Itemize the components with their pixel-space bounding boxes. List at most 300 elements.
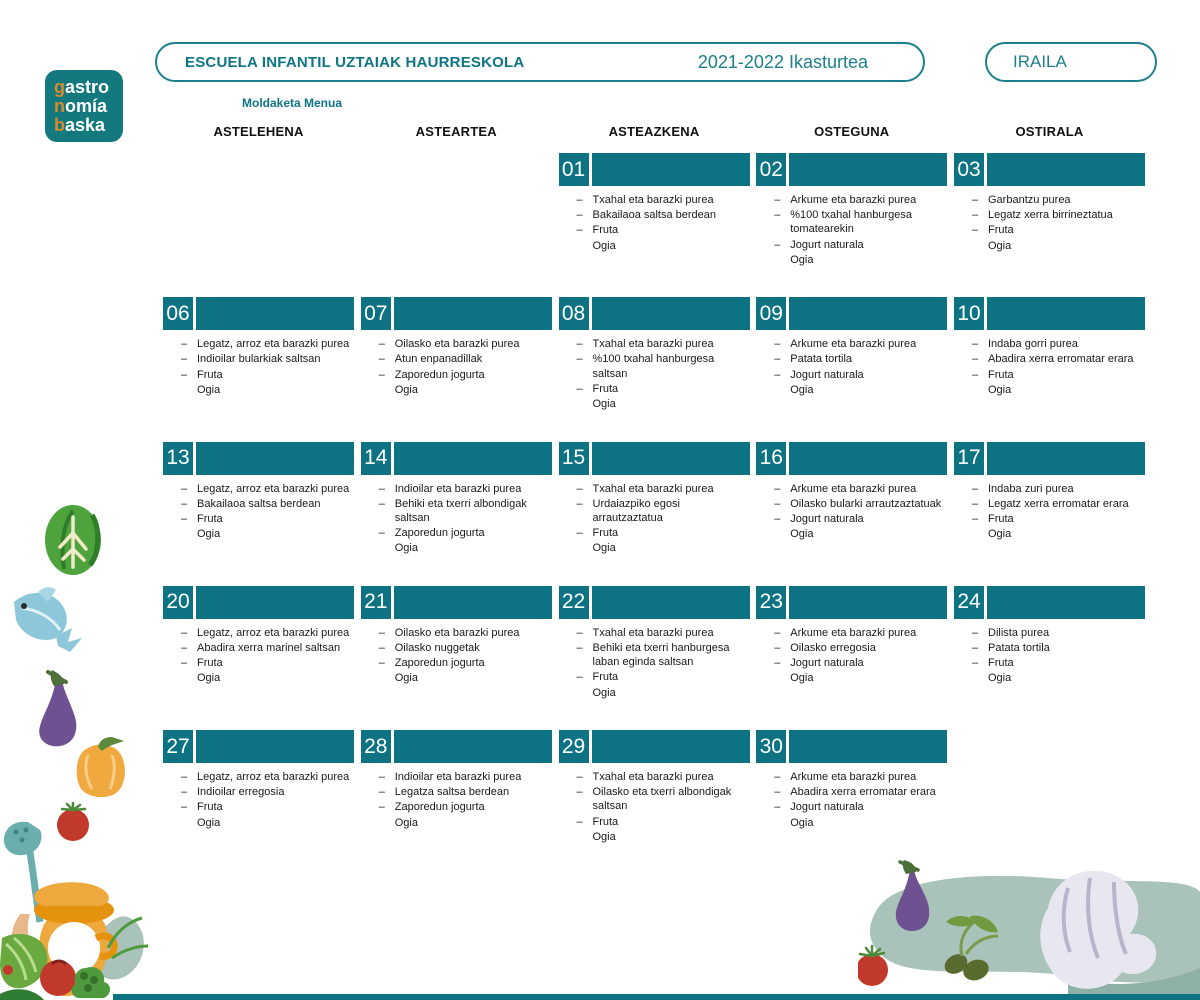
menu-item	[379, 770, 552, 784]
menu-item	[379, 383, 552, 397]
menu-list	[756, 626, 947, 686]
menu-item	[972, 626, 1145, 640]
day-cell-23	[756, 586, 947, 687]
bullet-dash: –	[972, 626, 979, 639]
bullet-dash: –	[774, 786, 781, 799]
bullet-spacer	[774, 527, 790, 541]
menu-item-text: Garbantzu purea	[988, 194, 1071, 206]
bullet-dash: –	[181, 641, 188, 654]
day-header-fill	[592, 730, 750, 763]
bullet-spacer	[577, 830, 593, 844]
menu-item-text: Arkume eta barazki purea	[790, 194, 917, 206]
menu-item	[774, 482, 947, 496]
bullet-dash: –	[774, 771, 781, 783]
day-header-bar	[954, 153, 1145, 186]
menu-item	[379, 626, 552, 640]
bullet-dash: –	[576, 194, 583, 206]
menu-item	[379, 800, 552, 814]
menu-list	[163, 770, 354, 830]
menu-list	[756, 193, 947, 267]
menu-item-text: Legatza saltsa berdean	[394, 786, 510, 799]
vegetables-cluster-illustration	[858, 848, 1200, 1000]
day-number: 07	[361, 297, 391, 330]
day-header-fill	[789, 730, 947, 763]
day-number: 08	[559, 297, 589, 330]
menu-item	[379, 541, 552, 555]
day-cell-16	[756, 442, 947, 543]
menu-item	[379, 816, 552, 830]
menu-item	[774, 497, 947, 511]
day-cell-08	[559, 297, 750, 412]
logo-line-1: gastro	[54, 76, 110, 97]
menu-item-text: Ogia	[197, 672, 221, 685]
bullet-dash: –	[576, 482, 583, 495]
bullet-dash: –	[378, 786, 385, 799]
bullet-dash: –	[378, 368, 385, 381]
menu-item	[181, 626, 354, 640]
menu-item	[774, 193, 947, 207]
day-header-bar	[163, 297, 354, 330]
bullet-dash: –	[378, 801, 385, 814]
weekday-label-asteartea: ASTEARTEA	[415, 124, 497, 139]
menu-item-text: Ogia	[790, 383, 814, 396]
menu-item-text: Zaporedun jogurta	[394, 527, 485, 540]
menu-item	[774, 337, 947, 351]
menu-item	[774, 253, 947, 267]
menu-item-text: Legatz, arroz eta barazki purea	[197, 771, 350, 783]
day-header-fill	[789, 586, 947, 619]
menu-item-text: Jogurt naturala	[790, 657, 864, 670]
bullet-spacer	[379, 816, 395, 830]
menu-item	[379, 785, 552, 799]
menu-item-text: Legatz, arroz eta barazki purea	[197, 482, 350, 495]
bullet-dash: –	[576, 382, 583, 395]
bullet-spacer	[972, 527, 988, 541]
bullet-dash: –	[181, 657, 188, 670]
day-header-bar	[361, 586, 552, 619]
day-header-fill	[394, 730, 552, 763]
menu-list	[361, 337, 552, 397]
menu-item-text: Patata tortila	[790, 353, 853, 366]
bullet-dash: –	[181, 786, 188, 799]
day-header-bar	[361, 730, 552, 763]
bullet-dash: –	[972, 353, 979, 366]
footer-accent-bar	[113, 994, 1200, 1000]
menu-item-text: Fruta	[592, 224, 619, 237]
menu-subtitle: Moldaketa Menua	[242, 96, 343, 110]
menu-item	[577, 193, 750, 207]
menu-item-text: Ogia	[197, 816, 221, 829]
eggplant-illustration	[26, 668, 96, 750]
day-number: 15	[559, 442, 589, 475]
bullet-dash: –	[576, 209, 583, 222]
menu-item-text: Ogia	[988, 383, 1012, 396]
day-header-fill	[592, 153, 750, 186]
bullet-dash: –	[576, 353, 583, 366]
menu-item	[774, 656, 947, 670]
bullet-dash: –	[181, 497, 188, 510]
menu-item-text: Indioilar eta barazki purea	[394, 482, 522, 495]
menu-item-text: Fruta	[988, 224, 1014, 237]
menu-item	[774, 238, 947, 252]
day-header-bar	[954, 297, 1145, 330]
day-cell-10	[954, 297, 1145, 398]
day-header-bar	[756, 297, 947, 330]
day-header-fill	[592, 442, 750, 475]
menu-item	[774, 527, 947, 541]
day-header-bar	[954, 442, 1145, 475]
day-cell-27	[163, 730, 354, 831]
day-cell-02	[756, 153, 947, 268]
bullet-dash: –	[576, 786, 583, 799]
day-cell-22	[559, 586, 750, 701]
menu-item	[577, 208, 750, 222]
bullet-dash: –	[378, 657, 385, 670]
menu-item-text: Zaporedun jogurta	[394, 801, 485, 814]
day-header-fill	[196, 586, 354, 619]
title-banner	[155, 42, 925, 82]
menu-list	[954, 337, 1145, 397]
day-cell-24	[954, 586, 1145, 687]
menu-item	[577, 815, 750, 829]
menu-item-text: Arkume eta barazki purea	[790, 626, 917, 639]
bullet-dash: –	[378, 641, 385, 654]
menu-item	[972, 527, 1145, 541]
menu-item-text: Fruta	[197, 368, 223, 381]
menu-item-text: Ogia	[592, 830, 616, 843]
bullet-dash: –	[378, 527, 385, 540]
bullet-spacer	[972, 671, 988, 685]
menu-item	[774, 626, 947, 640]
day-header-fill	[987, 297, 1145, 330]
day-number: 03	[954, 153, 984, 186]
menu-item	[972, 671, 1145, 685]
menu-item	[972, 512, 1145, 526]
menu-item-text: Jogurt naturala	[790, 801, 864, 814]
menu-item-text: Txahal eta barazki purea	[592, 626, 714, 639]
menu-item-text: Oilasko eta txerri albondigak saltsan	[592, 786, 732, 813]
day-cell-03	[954, 153, 1145, 254]
menu-item	[972, 368, 1145, 382]
bullet-dash: –	[972, 657, 979, 670]
menu-item	[577, 770, 750, 784]
menu-item	[774, 512, 947, 526]
bullet-dash: –	[972, 482, 979, 495]
day-number: 24	[954, 586, 984, 619]
menu-item-text: Txahal eta barazki purea	[592, 338, 714, 351]
bullet-dash: –	[774, 338, 781, 351]
menu-item	[577, 541, 750, 555]
menu-item	[972, 223, 1145, 237]
menu-list	[559, 482, 750, 556]
menu-item	[774, 383, 947, 397]
day-number: 13	[163, 442, 193, 475]
menu-item	[181, 800, 354, 814]
day-header-bar	[559, 153, 750, 186]
menu-item	[774, 368, 947, 382]
bullet-dash: –	[972, 194, 979, 206]
menu-item	[577, 641, 750, 669]
menu-item	[181, 656, 354, 670]
day-header-bar	[954, 586, 1145, 619]
menu-item-text: Indaba zuri purea	[988, 482, 1074, 495]
menu-item-text: Legatz, arroz eta barazki purea	[197, 626, 350, 639]
menu-list	[756, 770, 947, 830]
menu-item	[379, 671, 552, 685]
bullet-dash: –	[378, 353, 385, 366]
bullet-dash: –	[972, 512, 979, 525]
day-number: 28	[361, 730, 391, 763]
menu-item-text: Arkume eta barazki purea	[790, 338, 917, 351]
menu-item	[774, 816, 947, 830]
menu-item	[972, 497, 1145, 511]
day-number: 22	[559, 586, 589, 619]
menu-item	[577, 497, 750, 525]
menu-item	[181, 785, 354, 799]
day-number: 30	[756, 730, 786, 763]
menu-item	[774, 671, 947, 685]
menu-item-text: Legatz, arroz eta barazki purea	[197, 338, 350, 351]
bullet-dash: –	[576, 527, 583, 540]
menu-item	[181, 383, 354, 397]
menu-item	[181, 512, 354, 526]
menu-item	[774, 208, 947, 236]
menu-item-text: Fruta	[988, 657, 1014, 670]
bullet-dash: –	[972, 641, 979, 654]
bullet-spacer	[181, 383, 197, 397]
menu-item	[181, 368, 354, 382]
bullet-spacer	[972, 239, 988, 253]
day-cell-09	[756, 297, 947, 398]
menu-item	[181, 641, 354, 655]
menu-item-text: Jogurt naturala	[790, 512, 864, 525]
day-cell-15	[559, 442, 750, 557]
menu-item-text: Jogurt naturala	[790, 368, 864, 381]
menu-item	[379, 497, 552, 525]
bullet-dash: –	[774, 368, 781, 381]
menu-item	[577, 397, 750, 411]
menu-item	[181, 671, 354, 685]
menu-item-text: Indioilar erregosia	[197, 786, 285, 799]
menu-item	[181, 352, 354, 366]
bullet-spacer	[181, 671, 197, 685]
day-header-fill	[394, 297, 552, 330]
menu-item-text: Patata tortila	[988, 641, 1050, 654]
day-number: 02	[756, 153, 786, 186]
menu-item	[379, 337, 552, 351]
menu-item-text: Fruta	[592, 815, 619, 828]
day-cell-14	[361, 442, 552, 557]
bullet-dash: –	[576, 497, 583, 510]
menu-item-text: Ogia	[197, 528, 221, 541]
menu-item-text: Arkume eta barazki purea	[790, 482, 917, 495]
weekday-label-asteazkena: ASTEAZKENA	[608, 124, 700, 139]
day-header-fill	[592, 586, 750, 619]
bullet-dash: –	[576, 671, 583, 684]
bullet-spacer	[577, 686, 593, 700]
menu-item-text: Abadira xerra erromatar erara	[790, 786, 936, 799]
day-header-bar	[163, 730, 354, 763]
menu-item-text: %100 txahal hanburgesa saltsan	[592, 353, 715, 380]
bullet-spacer	[181, 816, 197, 830]
menu-item-text: Behiki eta txerri albondigak saltsan	[394, 497, 527, 524]
gastronomia-baska-logo	[45, 70, 123, 142]
menu-item-text: Ogia	[197, 383, 221, 396]
bullet-spacer	[972, 383, 988, 397]
menu-item-text: Ogia	[790, 253, 814, 266]
day-header-bar	[163, 586, 354, 619]
weekday-label-ostirala: OSTIRALA	[1015, 124, 1084, 139]
bullet-spacer	[577, 239, 593, 253]
menu-item	[577, 352, 750, 380]
menu-item-text: Arkume eta barazki purea	[790, 771, 917, 783]
bullet-dash: –	[576, 626, 583, 639]
day-header-bar	[559, 442, 750, 475]
day-header-fill	[394, 442, 552, 475]
menu-item-text: Jogurt naturala	[790, 238, 864, 251]
menu-list	[163, 482, 354, 542]
menu-item-text: Oilasko erregosia	[790, 641, 876, 654]
menu-item	[379, 641, 552, 655]
menu-item	[774, 770, 947, 784]
day-number: 14	[361, 442, 391, 475]
bullet-dash: –	[181, 353, 188, 366]
menu-item-text: Behiki eta txerri hanburgesa laban eginda saltsan	[592, 641, 730, 669]
day-number: 21	[361, 586, 391, 619]
school-year: 2021-2022 Ikasturtea	[697, 51, 868, 72]
menu-item-text: Ogia	[592, 398, 616, 411]
menu-item-text: Indioilar bularkiak saltsan	[197, 353, 321, 366]
menu-item-text: Atun enpanadillak	[394, 353, 483, 366]
menu-item	[577, 382, 750, 396]
menu-item-text: Fruta	[197, 657, 223, 670]
menu-item-text: Ogia	[988, 239, 1012, 252]
menu-list	[163, 337, 354, 397]
menu-item-text: Ogia	[592, 686, 616, 699]
menu-item	[972, 208, 1145, 222]
bullet-dash: –	[774, 482, 781, 495]
day-header-fill	[789, 297, 947, 330]
menu-item-text: Fruta	[988, 368, 1014, 381]
bullet-dash: –	[774, 238, 781, 251]
menu-item	[577, 670, 750, 684]
menu-item-text: %100 txahal hanburgesa tomatearekin	[790, 209, 912, 236]
bullet-dash: –	[774, 657, 781, 670]
bullet-dash: –	[972, 338, 979, 351]
day-header-fill	[196, 297, 354, 330]
bullet-spacer	[181, 527, 197, 541]
day-cell-17	[954, 442, 1145, 543]
menu-item	[577, 223, 750, 237]
menu-list	[954, 482, 1145, 542]
day-cell-21	[361, 586, 552, 687]
menu-item	[577, 626, 750, 640]
menu-item	[972, 656, 1145, 670]
tomato-illustration	[52, 802, 94, 842]
menu-item-text: Fruta	[197, 801, 223, 814]
menu-item	[379, 526, 552, 540]
menu-list	[559, 193, 750, 253]
bullet-spacer	[379, 671, 395, 685]
bullet-dash: –	[972, 497, 979, 510]
day-cell-28	[361, 730, 552, 831]
day-header-bar	[756, 586, 947, 619]
bullet-dash: –	[378, 338, 385, 351]
menu-item-text: Ogia	[592, 542, 616, 555]
menu-item	[972, 337, 1145, 351]
menu-item-text: Legatz xerra birrineztatua	[988, 209, 1113, 222]
bullet-dash: –	[576, 771, 583, 783]
menu-item-text: Ogia	[790, 528, 814, 541]
menu-item	[972, 641, 1145, 655]
day-header-bar	[559, 586, 750, 619]
bullet-dash: –	[576, 641, 583, 654]
menu-item	[181, 337, 354, 351]
logo-line-3: baska	[54, 114, 106, 135]
menu-item-text: Oilasko nuggetak	[394, 641, 480, 654]
menu-item-text: Ogia	[394, 672, 418, 685]
menu-item-text: Indioilar eta barazki purea	[394, 771, 522, 783]
bullet-spacer	[577, 397, 593, 411]
day-cell-06	[163, 297, 354, 398]
day-number: 16	[756, 442, 786, 475]
bullet-dash: –	[181, 801, 188, 814]
menu-item-text: Fruta	[592, 382, 619, 395]
day-number: 20	[163, 586, 193, 619]
menu-item	[774, 785, 947, 799]
bullet-spacer	[774, 383, 790, 397]
menu-list	[163, 626, 354, 686]
bullet-dash: –	[774, 641, 781, 654]
menu-item	[972, 482, 1145, 496]
menu-item-text: Ogia	[394, 383, 418, 396]
day-number: 06	[163, 297, 193, 330]
menu-item-text: Txahal eta barazki purea	[592, 482, 714, 495]
day-header-fill	[196, 730, 354, 763]
pepper-illustration	[72, 735, 128, 803]
bullet-dash: –	[972, 224, 979, 237]
menu-item	[577, 830, 750, 844]
menu-item-text: Ogia	[988, 528, 1012, 541]
bullet-dash: –	[972, 209, 979, 222]
day-cell-30	[756, 730, 947, 831]
day-header-fill	[394, 586, 552, 619]
cabbage-illustration	[44, 503, 102, 577]
day-header-bar	[559, 297, 750, 330]
menu-item	[774, 800, 947, 814]
menu-item-text: Fruta	[988, 512, 1014, 525]
day-cell-01	[559, 153, 750, 254]
menu-item	[379, 368, 552, 382]
menu-item-text: Legatz xerra erromatar erara	[988, 497, 1129, 510]
bullet-spacer	[577, 541, 593, 555]
day-header-fill	[789, 153, 947, 186]
bullet-dash: –	[972, 368, 979, 381]
day-header-fill	[987, 586, 1145, 619]
day-cell-20	[163, 586, 354, 687]
bullet-dash: –	[181, 482, 188, 495]
menu-item	[379, 656, 552, 670]
menu-item	[577, 526, 750, 540]
bullet-dash: –	[181, 626, 188, 639]
menu-item-text: Fruta	[592, 527, 619, 540]
bullet-dash: –	[576, 224, 583, 237]
menu-list	[361, 482, 552, 556]
menu-item-text: Indaba gorri purea	[988, 338, 1078, 351]
menu-list	[361, 626, 552, 686]
menu-item-text: Urdaiazpiko egosi arrautzaztatua	[592, 497, 680, 524]
menu-item-text: Abadira xerra erromatar erara	[988, 353, 1134, 366]
